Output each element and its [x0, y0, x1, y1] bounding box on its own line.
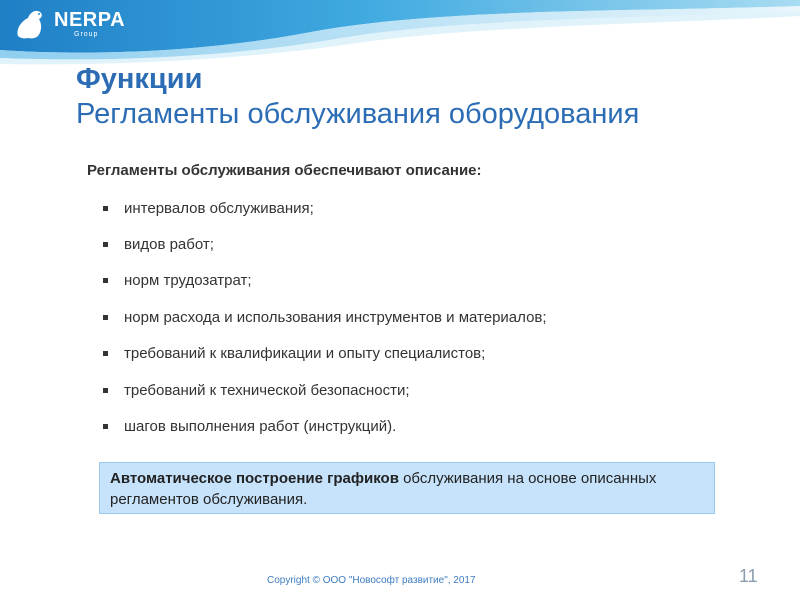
list-item-text: норм расхода и использования инструментов и материалов;	[124, 308, 547, 326]
bullet-marker-icon	[103, 278, 108, 283]
page-number: 11	[739, 566, 758, 586]
slide-title-block	[76, 62, 776, 132]
slide-subtitle: Регламенты обслуживания оборудования	[76, 98, 640, 130]
list-item-text: видов работ;	[124, 236, 214, 254]
bullet-marker-icon	[103, 206, 108, 211]
list-item-text: норм трудозатрат;	[124, 272, 252, 290]
highlight-note-box	[99, 462, 715, 514]
bullet-list	[103, 190, 547, 445]
list-item-text: интервалов обслуживания;	[124, 199, 314, 217]
bullet-marker-icon	[103, 242, 108, 247]
list-item-text: шагов выполнения работ (инструкций).	[124, 418, 397, 436]
bullet-marker-icon	[103, 351, 108, 356]
list-item	[103, 299, 547, 335]
note-bold-text: Автоматическое построение графиков	[110, 470, 399, 487]
logo-subtitle: Group	[74, 31, 99, 38]
list-item	[103, 372, 547, 408]
list-item-text: требований к технической безопасности;	[124, 381, 410, 399]
list-item-text: требований к квалификации и опыту специалистов;	[124, 345, 486, 363]
bullet-marker-icon	[103, 388, 108, 393]
list-item	[103, 226, 547, 262]
list-item	[103, 336, 547, 372]
note-text: обслуживания на основе описанных регламентов обслуживания.	[110, 470, 657, 508]
seal-icon	[12, 6, 52, 40]
logo-text: NERPA	[54, 9, 126, 31]
bullet-marker-icon	[103, 315, 108, 320]
list-item	[103, 263, 547, 299]
slide-title: Функции	[76, 63, 203, 95]
bullet-marker-icon	[103, 424, 108, 429]
list-item	[103, 408, 547, 444]
intro-text: Регламенты обслуживания обеспечивают описание:	[87, 162, 482, 179]
copyright-text: Copyright © ООО "Новософт развитие", 2017	[267, 575, 476, 586]
nerpa-logo	[12, 6, 126, 40]
list-item	[103, 190, 547, 226]
